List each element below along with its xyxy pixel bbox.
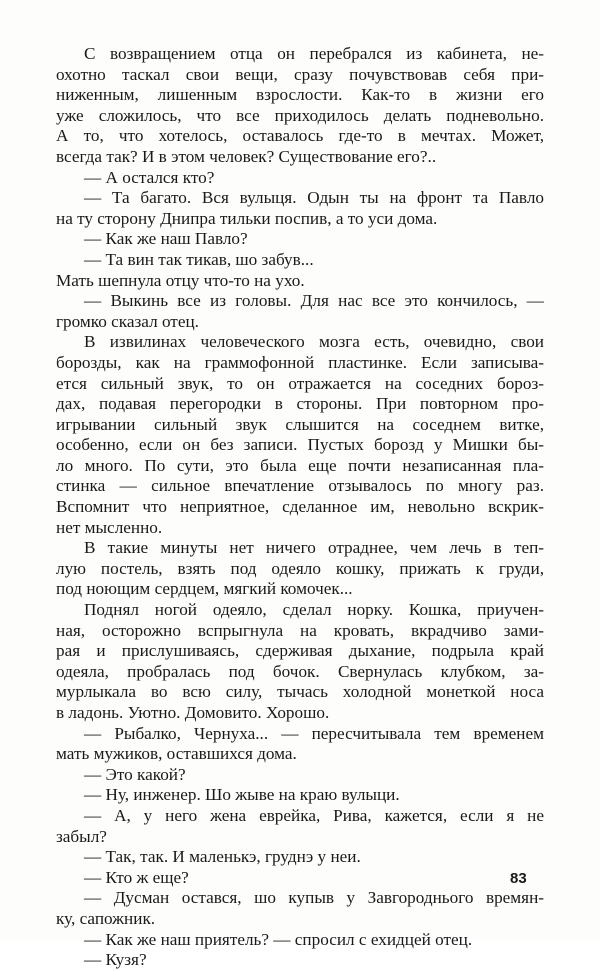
text-line: — А, у него жена еврейка, Рива, кажется, если я не bbox=[84, 805, 544, 825]
text-line: — Так, так. И маленькэ, груднэ у неи. bbox=[84, 847, 361, 867]
text-line: — Та багато. Вся вулыця. Одын ты на фронт та Павло bbox=[84, 188, 544, 208]
text-line: Мать шепнула отцу что-то на ухо. bbox=[56, 270, 305, 290]
text-line: — Рыбалко, Чернуха... — пересчитывала тем временем bbox=[84, 723, 544, 743]
text-line: В извилинах человеческого мозга есть, очевидно, свои bbox=[84, 332, 544, 352]
text-line: ло много. По сути, это была еще почти незаписанная пла- bbox=[56, 455, 544, 475]
text-line: громко сказал отец. bbox=[56, 311, 199, 331]
page-number: 83 bbox=[510, 870, 527, 887]
text-line: в ладонь. Уютно. Домовито. Хорошо. bbox=[56, 703, 330, 722]
text-line: — Ну, инженер. Шо жыве на краю вулыци. bbox=[84, 785, 400, 805]
text-line: А то, что хотелось, оставалось где-то в мечтах. Может, bbox=[56, 126, 544, 146]
text-line: Вспомнит что неприятное, сделанное им, невольно вскрик- bbox=[56, 497, 544, 517]
text-line: — Та вин так тикав, шо забув... bbox=[84, 249, 314, 269]
text-line: мурлыкала во всю силу, тычась холодной монеткой носа bbox=[56, 682, 544, 702]
text-line: ку, сапожник. bbox=[56, 908, 156, 928]
text-line: С возвращением отца он перебрался из кабинета, не- bbox=[84, 44, 544, 63]
text-line: ная, осторожно вспрыгнула на кровать, вкрадчиво зами- bbox=[56, 620, 544, 640]
text-line: — Как же наш Павло? bbox=[84, 229, 248, 249]
text-line: уже сложилось, что все приходилось делать подневольно. bbox=[56, 105, 544, 125]
text-line: особенно, если он без записи. Пустых борозд у Мишки бы- bbox=[56, 435, 544, 455]
text-line: — Кузя? bbox=[84, 950, 147, 970]
text-line: всегда так? И в этом человек? Существование его?.. bbox=[56, 146, 437, 166]
text-line: дах, подавая перегородки в стороны. При повторном про- bbox=[56, 394, 544, 414]
text-line: — Кто ж еще? bbox=[84, 867, 189, 887]
text-line: ется сильный звук, то он отражается на соседних бороз- bbox=[56, 373, 544, 393]
text-line: на ту сторону Днипра тильки поспив, а то уси дома. bbox=[56, 208, 438, 228]
text-line: — Как же наш приятель? — спросил с ехидцей отец. bbox=[84, 929, 473, 949]
text-line: борозды, как на граммофонной пластинке. Если записыва- bbox=[56, 352, 544, 372]
text-line: — Дусман остався, шо купыв у Завгороднього времян- bbox=[84, 888, 544, 908]
text-line: В такие минуты нет ничего отраднее, чем лечь в теп- bbox=[84, 538, 544, 558]
text-line: охотно таскал свои вещи, сразу почувствовав себя при- bbox=[56, 64, 544, 84]
text-line: стинка — сильное впечатление отзывалось по многу раз. bbox=[56, 476, 544, 496]
text-line: лую постель, взять под одеяло кошку, прижать к груди, bbox=[56, 558, 544, 578]
text-line: нет мысленно. bbox=[56, 517, 163, 537]
text-line: — Выкинь все из головы. Для нас все это кончилось, — bbox=[84, 291, 544, 311]
text-line: забыл? bbox=[56, 826, 107, 846]
body-text bbox=[56, 44, 544, 971]
text-line: ниженным, лишенным взрослости. Как-то в жизни его bbox=[56, 85, 544, 105]
text-line: — Это какой? bbox=[84, 764, 186, 784]
text-line: — А остался кто? bbox=[84, 167, 215, 187]
text-line: мать мужиков, оставшихся дома. bbox=[56, 744, 297, 764]
text-line: игрывании сильный звук слышится на соседнем витке, bbox=[56, 414, 544, 434]
text-line: рая и прислушиваясь, сдерживая дыхание, подрыла край bbox=[56, 641, 544, 661]
text-line: Поднял ногой одеяло, сделал норку. Кошка, приучен- bbox=[84, 600, 544, 620]
text-line: под ноющим сердцем, мягкий комочек... bbox=[56, 579, 353, 599]
text-line: одеяла, пробралась под бочок. Свернулась клубком, за- bbox=[56, 661, 544, 681]
